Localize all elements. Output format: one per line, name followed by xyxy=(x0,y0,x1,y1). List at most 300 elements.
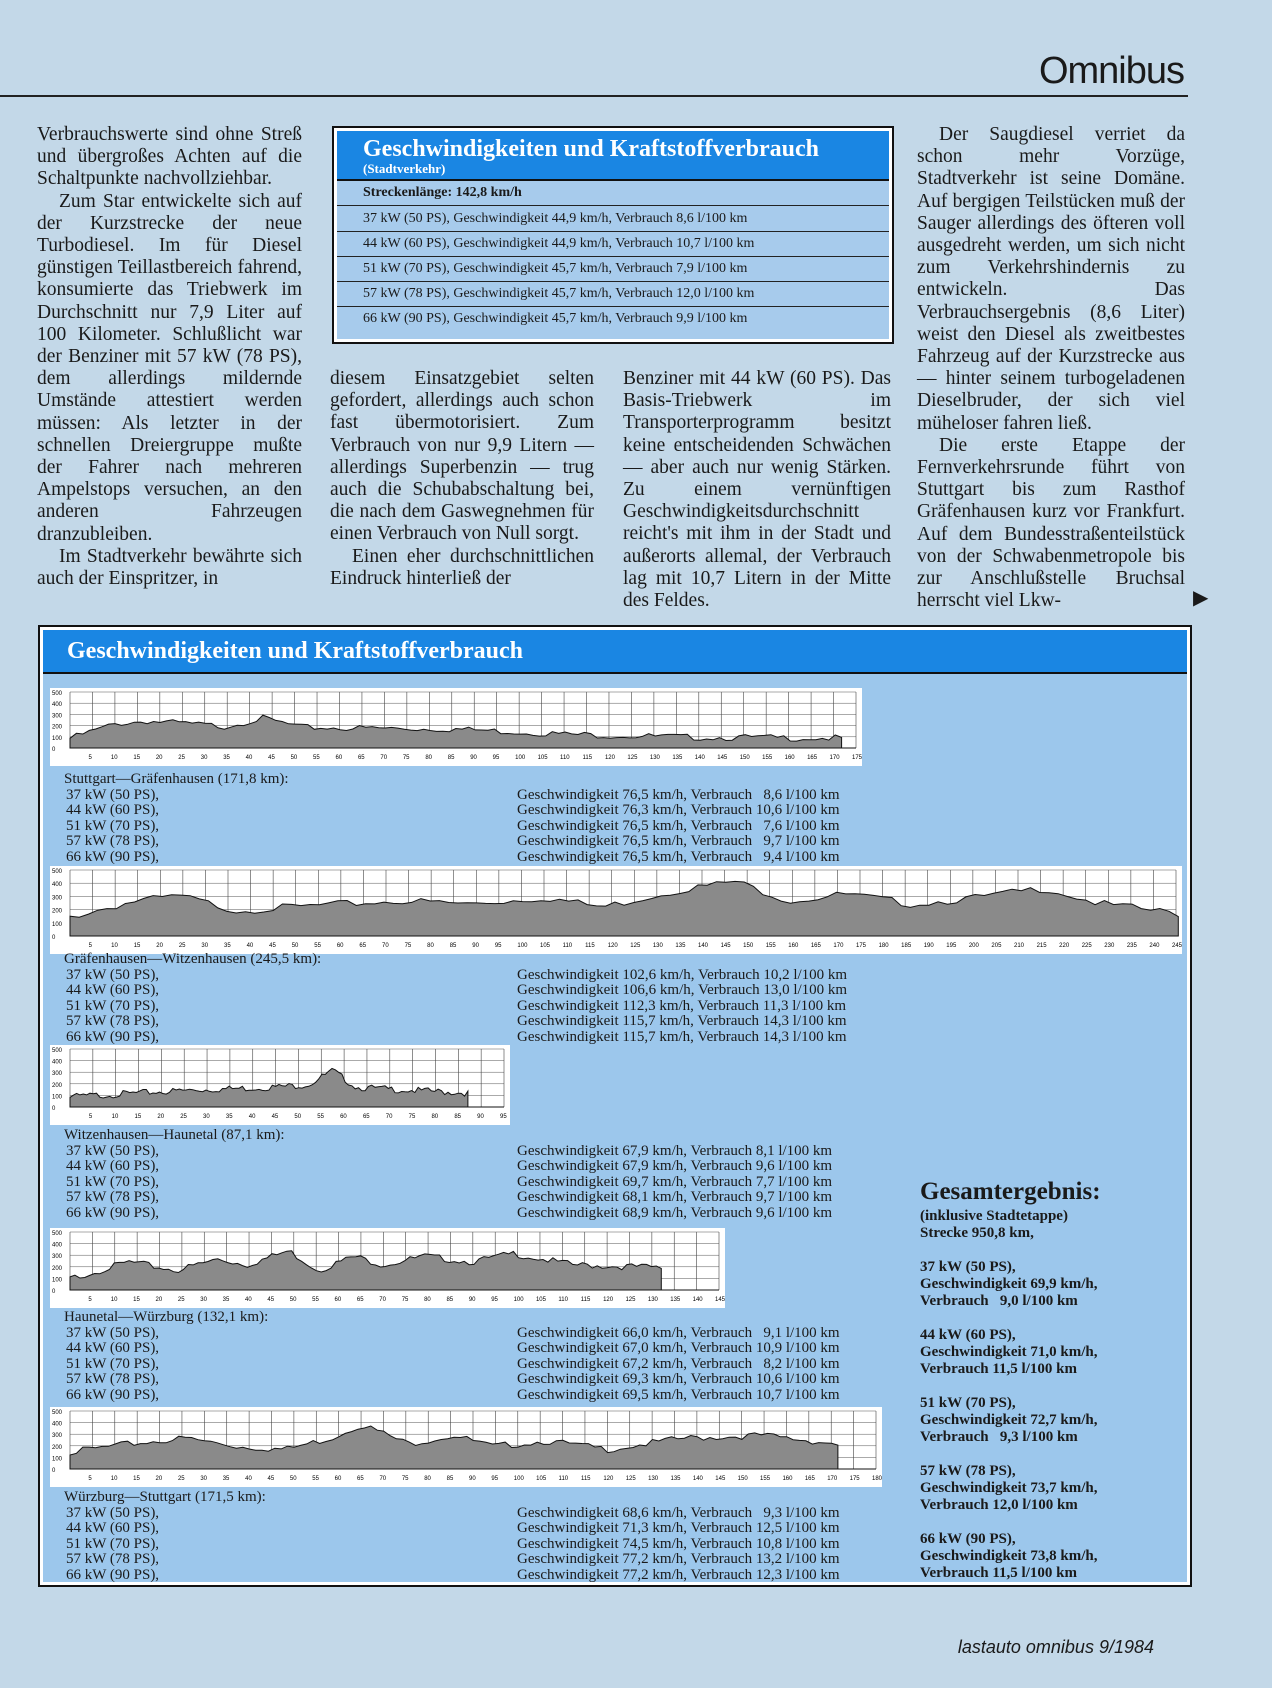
x-tick-label: 125 xyxy=(625,1297,636,1303)
engine-label: 37 kW (50 PS), xyxy=(66,1142,160,1159)
engine-result: Geschwindigkeit 76,5 km/h, Verbrauch 9,7 l/100 km xyxy=(517,833,840,850)
engine-result: Geschwindigkeit 76,5 km/h, Verbrauch 9,4 l/100 km xyxy=(517,849,840,865)
elevation-area xyxy=(70,1251,661,1290)
engine-label: 37 kW (50 PS), xyxy=(66,1324,160,1341)
paragraph: Im Stadtverkehr bewährte sich auch der Einspritzer, in xyxy=(37,545,302,590)
engine-result: Geschwindigkeit 76,5 km/h, Verbrauch 8,6 l/100 km xyxy=(517,786,840,803)
x-tick-label: 55 xyxy=(312,1297,319,1303)
x-tick-label: 100 xyxy=(513,1476,524,1482)
x-tick-label: 50 xyxy=(290,755,298,761)
x-tick-label: 45 xyxy=(267,1476,275,1482)
x-tick-label: 10 xyxy=(110,1297,118,1303)
continue-arrow-icon: ▶ xyxy=(1193,587,1209,609)
y-tick-label: 300 xyxy=(52,713,63,720)
engine-label: 44 kW (60 PS), xyxy=(66,802,160,819)
x-tick-label: 100 xyxy=(515,755,526,761)
x-tick-label: 25 xyxy=(177,1476,185,1482)
engine-label: 51 kW (70 PS), xyxy=(66,1355,160,1372)
header-rule xyxy=(0,95,1188,97)
x-tick-label: 90 xyxy=(468,1297,476,1303)
x-tick-label: 90 xyxy=(477,1114,484,1120)
table-title: Geschwindigkeiten und Kraftstoffverbrauch xyxy=(363,136,819,162)
footer-issue: lastauto omnibus 9/1984 xyxy=(957,1637,1154,1657)
x-tick-label: 40 xyxy=(248,1114,256,1120)
total-cons: Verbrauch 11,5 l/100 km xyxy=(920,1361,1077,1377)
x-tick-label: 60 xyxy=(340,1114,347,1120)
x-tick-label: 5 xyxy=(88,755,92,761)
engine-result: Geschwindigkeit 68,9 km/h, Verbrauch 9,6 l/100 km xyxy=(517,1205,833,1221)
stage-route: Witzenhausen—Haunetal (87,1 km): xyxy=(64,1127,285,1143)
x-tick-label: 55 xyxy=(312,1476,319,1482)
stage-results xyxy=(64,1128,904,1222)
table-header xyxy=(337,131,889,181)
x-tick-label: 170 xyxy=(829,755,840,761)
total-engine-block xyxy=(920,1259,1101,1310)
x-tick-label: 105 xyxy=(540,943,551,949)
y-tick-label: 400 xyxy=(52,1421,63,1428)
y-tick-label: 0 xyxy=(52,1106,56,1112)
elevation-profile xyxy=(50,1407,882,1487)
y-tick-label: 500 xyxy=(52,691,63,697)
x-tick-label: 135 xyxy=(672,755,683,761)
engine-label: 44 kW (60 PS), xyxy=(66,982,160,999)
x-tick-label: 105 xyxy=(537,755,548,761)
x-tick-label: 120 xyxy=(603,1476,614,1482)
x-tick-label: 95 xyxy=(494,943,502,949)
x-tick-label: 110 xyxy=(558,1476,569,1482)
engine-label: 44 kW (60 PS), xyxy=(66,1158,160,1175)
x-tick-label: 135 xyxy=(670,1476,681,1482)
total-cons: Verbrauch 9,3 l/100 km xyxy=(920,1429,1078,1445)
text-column-2 xyxy=(330,368,594,590)
x-tick-label: 35 xyxy=(223,755,230,761)
engine-label: 57 kW (78 PS), xyxy=(66,833,160,850)
elevation-profile xyxy=(50,1228,725,1308)
x-tick-label: 115 xyxy=(580,1297,591,1303)
x-tick-label: 10 xyxy=(111,1114,119,1120)
paragraph: Der Saugdiesel verriet da schon mehr Vorzüge, Stadtverkehr ist seine Domäne. Auf bergigen Teilstücken muß der Sauger allerdings des öfteren voll ausgedreht werden, um sich nicht zum Verkehrshindernis zu entwickeln. Das Verbrauchsergebnis (8,6 Liter) weist den Diesel als zweitbestes Fahrzeug auf der Kurzstrecke aus — hinter seinem turbogeladenen Dieselbruder, der sich viel müheloser fahren ließ. xyxy=(917,124,1185,434)
x-tick-label: 130 xyxy=(652,943,663,949)
y-tick-label: 200 xyxy=(52,1082,63,1089)
total-engine-block xyxy=(920,1531,1101,1582)
x-tick-label: 130 xyxy=(649,755,660,761)
x-tick-label: 15 xyxy=(133,1297,140,1303)
paragraph: Verbrauchswerte sind ohne Streß und übergroßes Achten auf die Schaltpunkte nachvollziehbar. xyxy=(37,124,302,190)
x-tick-label: 75 xyxy=(408,1114,416,1120)
engine-label: 37 kW (50 PS), xyxy=(66,966,160,983)
x-tick-label: 15 xyxy=(133,943,141,949)
x-tick-label: 125 xyxy=(627,755,638,761)
engine-result: Geschwindigkeit 66,0 km/h, Verbrauch 9,1 l/100 km xyxy=(517,1324,840,1341)
x-tick-label: 130 xyxy=(647,1297,658,1303)
x-tick-label: 140 xyxy=(692,1476,703,1482)
stage-route: Würzburg—Stuttgart (171,5 km): xyxy=(64,1489,266,1505)
total-distance: Strecke 950,8 km, xyxy=(920,1225,1034,1241)
stage-route: Gräfenhausen—Witzenhausen (245,5 km): xyxy=(64,951,322,967)
x-tick-label: 80 xyxy=(425,755,433,761)
x-tick-label: 205 xyxy=(991,943,1002,949)
x-tick-label: 70 xyxy=(380,755,388,761)
paragraph: Zum Star entwickelte sich auf der Kurzstrecke der neue Turbodiesel. Im für Diesel günstigen Teillastbereich fahrend, konsumierte das Triebwerk im Durchschnitt nur 7,9 Liter auf 100 Kilometer. Schlußlicht war der Benziner mit 57 kW (78 PS), dem allerdings mildernde Umstände attestiert werden müssen: Als letzter in der schnellen Dreiergruppe mußte der Fahrer nach mehreren Ampelstops versuchen, an den anderen Fahrzeugen dranzubleiben. xyxy=(37,190,302,545)
engine-label: 57 kW (78 PS), xyxy=(66,1371,160,1388)
x-tick-label: 35 xyxy=(224,943,231,949)
y-tick-label: 400 xyxy=(52,702,63,709)
route-length: Streckenlänge: 142,8 km/h xyxy=(337,181,889,206)
stage-results xyxy=(64,772,904,866)
engine-result: Geschwindigkeit 67,9 km/h, Verbrauch 8,1 l/100 km xyxy=(517,1142,833,1159)
total-engine: 51 kW (70 PS), xyxy=(920,1395,1016,1411)
total-result xyxy=(920,1178,1101,1582)
engine-label: 66 kW (90 PS), xyxy=(66,1386,160,1403)
x-tick-label: 70 xyxy=(382,943,389,949)
x-tick-label: 105 xyxy=(535,1297,546,1303)
total-engine: 37 kW (50 PS), xyxy=(920,1259,1016,1275)
panel-header xyxy=(43,630,1187,674)
x-tick-label: 115 xyxy=(582,755,593,761)
y-tick-label: 400 xyxy=(52,882,63,889)
x-tick-label: 185 xyxy=(901,943,912,949)
engine-label: 51 kW (70 PS), xyxy=(66,817,160,834)
y-tick-label: 300 xyxy=(52,1254,63,1261)
x-tick-label: 85 xyxy=(449,943,457,949)
y-tick-label: 100 xyxy=(52,921,63,928)
x-tick-label: 65 xyxy=(356,1297,364,1303)
x-tick-label: 150 xyxy=(743,943,754,949)
x-tick-label: 20 xyxy=(155,1297,163,1303)
engine-label: 37 kW (50 PS), xyxy=(66,1504,160,1521)
total-engine-block xyxy=(920,1463,1101,1514)
engine-result: Geschwindigkeit 67,9 km/h, Verbrauch 9,6 l/100 km xyxy=(517,1158,833,1175)
total-speed: Geschwindigkeit 72,7 km/h, xyxy=(920,1412,1098,1428)
x-tick-label: 40 xyxy=(245,1476,252,1482)
y-tick-label: 0 xyxy=(52,1289,56,1295)
y-tick-label: 200 xyxy=(52,724,63,731)
table-row: 37 kW (50 PS), Geschwindigkeit 44,9 km/h, Verbrauch 8,6 l/100 km xyxy=(363,211,748,226)
engine-result: Geschwindigkeit 71,3 km/h, Verbrauch 12,5 l/100 km xyxy=(517,1520,840,1537)
y-tick-label: 500 xyxy=(52,1048,63,1054)
x-tick-label: 30 xyxy=(200,1476,208,1482)
x-tick-label: 40 xyxy=(246,943,254,949)
total-speed: Geschwindigkeit 71,0 km/h, xyxy=(920,1344,1098,1360)
x-tick-label: 95 xyxy=(491,1476,499,1482)
x-tick-label: 50 xyxy=(289,1476,297,1482)
engine-label: 51 kW (70 PS), xyxy=(66,997,160,1014)
x-tick-label: 15 xyxy=(133,755,141,761)
x-tick-label: 130 xyxy=(648,1476,659,1482)
y-tick-label: 400 xyxy=(52,1059,63,1066)
y-tick-label: 100 xyxy=(52,1456,63,1463)
x-tick-label: 115 xyxy=(585,943,595,949)
y-tick-label: 500 xyxy=(52,1231,63,1237)
engine-result: Geschwindigkeit 106,6 km/h, Verbrauch 13,0 l/100 km xyxy=(517,982,848,999)
text-column-3 xyxy=(623,368,891,612)
total-engine: 57 kW (78 PS), xyxy=(920,1463,1016,1479)
x-tick-label: 25 xyxy=(177,1297,185,1303)
y-tick-label: 200 xyxy=(52,1265,63,1272)
table-row: 66 kW (90 PS), Geschwindigkeit 45,7 km/h, Verbrauch 9,9 l/100 km xyxy=(337,306,889,331)
x-tick-label: 10 xyxy=(110,755,118,761)
city-traffic-table xyxy=(332,126,894,344)
engine-label: 37 kW (50 PS), xyxy=(66,786,160,803)
engine-label: 57 kW (78 PS), xyxy=(66,1189,160,1206)
x-tick-label: 5 xyxy=(88,943,92,949)
engine-result: Geschwindigkeit 115,7 km/h, Verbrauch 14,3 l/100 km xyxy=(517,1013,847,1030)
x-tick-label: 20 xyxy=(155,1476,163,1482)
x-tick-label: 200 xyxy=(968,943,979,949)
x-tick-label: 160 xyxy=(788,943,799,949)
x-tick-label: 120 xyxy=(607,943,618,949)
x-tick-label: 175 xyxy=(852,755,862,761)
engine-label: 44 kW (60 PS), xyxy=(66,1520,160,1537)
total-speed: Geschwindigkeit 69,9 km/h, xyxy=(920,1276,1098,1292)
x-tick-label: 90 xyxy=(472,943,479,949)
x-tick-label: 150 xyxy=(739,755,750,761)
total-engine-block xyxy=(920,1395,1101,1446)
x-tick-label: 115 xyxy=(580,1476,591,1482)
x-tick-label: 125 xyxy=(630,943,641,949)
x-tick-label: 105 xyxy=(536,1476,547,1482)
x-tick-label: 120 xyxy=(603,1297,614,1303)
y-tick-label: 200 xyxy=(52,1444,63,1451)
y-tick-label: 200 xyxy=(52,908,63,915)
x-tick-label: 155 xyxy=(760,1476,771,1482)
engine-result: Geschwindigkeit 74,5 km/h, Verbrauch 10,8 l/100 km xyxy=(517,1535,840,1552)
x-tick-label: 95 xyxy=(500,1114,507,1120)
total-speed: Geschwindigkeit 73,7 km/h, xyxy=(920,1480,1098,1496)
total-note: (inklusive Stadtetappe) xyxy=(920,1208,1068,1224)
x-tick-label: 135 xyxy=(670,1297,681,1303)
total-title: Gesamtergebnis: xyxy=(920,1178,1101,1205)
x-tick-label: 65 xyxy=(357,755,365,761)
x-tick-label: 15 xyxy=(134,1114,142,1120)
x-tick-label: 50 xyxy=(291,943,299,949)
x-tick-label: 35 xyxy=(225,1114,233,1120)
x-tick-label: 155 xyxy=(765,943,776,949)
x-tick-label: 20 xyxy=(157,1114,165,1120)
x-tick-label: 30 xyxy=(200,755,208,761)
engine-label: 66 kW (90 PS), xyxy=(66,848,160,865)
x-tick-label: 80 xyxy=(427,943,434,949)
engine-result: Geschwindigkeit 77,2 km/h, Verbrauch 12,3 l/100 km xyxy=(517,1567,840,1583)
x-tick-label: 170 xyxy=(827,1476,838,1482)
x-tick-label: 140 xyxy=(692,1297,703,1303)
y-tick-label: 300 xyxy=(52,1433,63,1440)
x-tick-label: 85 xyxy=(454,1114,462,1120)
x-tick-label: 95 xyxy=(492,755,500,761)
x-tick-label: 25 xyxy=(180,1114,187,1120)
x-tick-label: 85 xyxy=(446,1297,454,1303)
elevation-profile xyxy=(50,1045,510,1125)
x-tick-label: 65 xyxy=(359,943,367,949)
x-tick-label: 100 xyxy=(517,943,528,949)
paragraph: Die erste Etappe der Fernverkehrsrunde führt von Stuttgart bis zum Rasthof Gräfenhausen kurz vor Frankfurt. Auf dem Bundesstraßenteilstück von der Schwabenmetropole bis zur Anschlußstelle Bruchsal herrscht viel Lkw- xyxy=(917,434,1185,612)
x-tick-label: 55 xyxy=(317,1114,324,1120)
x-tick-label: 60 xyxy=(334,1297,342,1303)
engine-label: 51 kW (70 PS), xyxy=(66,1173,160,1190)
total-cons: Verbrauch 12,0 l/100 km xyxy=(920,1497,1078,1513)
paragraph: diesem Einsatzgebiet selten gefordert, allerdings auch schon fast übermotorisiert. Zum Verbrauch von nur 9,9 Litern — allerdings Superbenzin — trug auch die Schubabschaltung bei, die nach dem Gaswegnehmen für einen Verbrauch von Null sorgt. xyxy=(330,368,594,545)
x-tick-label: 165 xyxy=(807,755,818,761)
y-tick-label: 100 xyxy=(52,1094,63,1101)
elevation-profile xyxy=(50,688,862,766)
x-tick-label: 10 xyxy=(110,1476,118,1482)
y-tick-label: 100 xyxy=(52,1277,63,1284)
x-tick-label: 5 xyxy=(88,1476,92,1482)
x-tick-label: 170 xyxy=(833,943,844,949)
panel-title: Geschwindigkeiten und Kraftstoffverbrauch xyxy=(67,638,523,664)
x-tick-label: 120 xyxy=(604,755,615,761)
x-tick-label: 55 xyxy=(314,943,321,949)
engine-result: Geschwindigkeit 67,0 km/h, Verbrauch 10,9 l/100 km xyxy=(517,1340,840,1357)
x-tick-label: 215 xyxy=(1036,943,1047,949)
x-tick-label: 65 xyxy=(362,1114,370,1120)
total-cons: Verbrauch 9,0 l/100 km xyxy=(920,1293,1078,1309)
x-tick-label: 75 xyxy=(402,755,410,761)
x-tick-label: 70 xyxy=(379,1476,387,1482)
stage-results xyxy=(64,1490,904,1584)
x-tick-label: 150 xyxy=(737,1476,748,1482)
x-tick-label: 75 xyxy=(404,943,412,949)
x-tick-label: 90 xyxy=(470,755,477,761)
stage-results xyxy=(64,1310,904,1404)
x-tick-label: 65 xyxy=(357,1476,364,1482)
engine-label: 66 kW (90 PS), xyxy=(66,1566,160,1583)
x-tick-label: 50 xyxy=(294,1114,302,1120)
x-tick-label: 210 xyxy=(1014,943,1025,949)
x-tick-label: 45 xyxy=(267,1297,275,1303)
total-engine: 66 kW (90 PS), xyxy=(920,1531,1016,1547)
x-tick-label: 80 xyxy=(424,1476,431,1482)
total-cons: Verbrauch 11,5 l/100 km xyxy=(920,1565,1077,1581)
table-row: 57 kW (78 PS), Geschwindigkeit 45,7 km/h, Verbrauch 12,0 l/100 km xyxy=(337,281,889,306)
x-tick-label: 110 xyxy=(562,943,573,949)
x-tick-label: 145 xyxy=(720,943,731,949)
x-tick-label: 175 xyxy=(856,943,867,949)
x-tick-label: 230 xyxy=(1104,943,1115,949)
x-tick-label: 35 xyxy=(222,1297,230,1303)
x-tick-label: 85 xyxy=(446,1476,454,1482)
engine-label: 57 kW (78 PS), xyxy=(66,1551,160,1568)
x-tick-label: 160 xyxy=(784,755,795,761)
x-tick-label: 245 xyxy=(1172,943,1182,949)
x-tick-label: 145 xyxy=(717,755,728,761)
y-tick-label: 0 xyxy=(52,747,56,753)
x-tick-label: 145 xyxy=(715,1297,725,1303)
x-tick-label: 75 xyxy=(401,1297,409,1303)
x-tick-label: 155 xyxy=(762,755,773,761)
x-tick-label: 140 xyxy=(694,755,705,761)
x-tick-label: 110 xyxy=(560,755,570,761)
x-tick-label: 100 xyxy=(513,1297,524,1303)
y-tick-label: 300 xyxy=(52,895,63,902)
engine-result: Geschwindigkeit 76,3 km/h, Verbrauch 10,6 l/100 km xyxy=(517,802,840,819)
x-tick-label: 85 xyxy=(447,755,455,761)
x-tick-label: 40 xyxy=(245,755,253,761)
x-tick-label: 30 xyxy=(201,943,209,949)
stage-results xyxy=(64,952,904,1046)
x-tick-label: 70 xyxy=(379,1297,386,1303)
x-tick-label: 160 xyxy=(782,1476,793,1482)
x-tick-label: 30 xyxy=(200,1297,207,1303)
y-tick-label: 100 xyxy=(52,735,63,742)
x-tick-label: 180 xyxy=(872,1476,882,1482)
engine-result: Geschwindigkeit 102,6 km/h, Verbrauch 10,2 l/100 km xyxy=(517,966,848,983)
engine-result: Geschwindigkeit 76,5 km/h, Verbrauch 7,6 l/100 km xyxy=(517,817,840,834)
y-tick-label: 500 xyxy=(52,869,63,875)
elevation-area xyxy=(70,1069,468,1108)
total-engine: 44 kW (60 PS), xyxy=(920,1327,1016,1343)
engine-label: 51 kW (70 PS), xyxy=(66,1535,160,1552)
engine-result: Geschwindigkeit 69,7 km/h, Verbrauch 7,7 l/100 km xyxy=(517,1173,833,1190)
x-tick-label: 80 xyxy=(424,1297,431,1303)
table-subtitle: (Stadtverkehr) xyxy=(363,161,446,176)
x-tick-label: 140 xyxy=(698,943,709,949)
y-tick-label: 300 xyxy=(52,1071,63,1078)
text-column-1 xyxy=(37,124,302,590)
x-tick-label: 35 xyxy=(222,1476,230,1482)
elevation-area xyxy=(70,881,1178,936)
total-engine-block xyxy=(920,1327,1101,1378)
x-tick-label: 60 xyxy=(335,755,343,761)
engine-result: Geschwindigkeit 69,3 km/h, Verbrauch 10,6 l/100 km xyxy=(517,1371,840,1388)
x-tick-label: 125 xyxy=(625,1476,636,1482)
table-row: 51 kW (70 PS), Geschwindigkeit 45,7 km/h, Verbrauch 7,9 l/100 km xyxy=(337,256,889,281)
x-tick-label: 25 xyxy=(178,755,185,761)
x-tick-label: 45 xyxy=(268,755,275,761)
x-tick-label: 45 xyxy=(269,943,276,949)
x-tick-label: 220 xyxy=(1059,943,1070,949)
section-title: Omnibus xyxy=(1038,50,1184,92)
stage-route: Haunetal—Würzburg (132,1 km): xyxy=(64,1309,269,1325)
x-tick-label: 5 xyxy=(88,1297,92,1303)
engine-label: 66 kW (90 PS), xyxy=(66,1204,160,1221)
total-speed: Geschwindigkeit 73,8 km/h, xyxy=(920,1548,1098,1564)
x-tick-label: 60 xyxy=(334,1476,342,1482)
elevation-profile xyxy=(50,866,1182,954)
x-tick-label: 90 xyxy=(469,1476,476,1482)
x-tick-label: 10 xyxy=(111,943,118,949)
x-tick-label: 25 xyxy=(178,943,186,949)
engine-label: 66 kW (90 PS), xyxy=(66,1028,160,1045)
engine-result: Geschwindigkeit 68,1 km/h, Verbrauch 9,7 l/100 km xyxy=(517,1189,833,1206)
x-tick-label: 175 xyxy=(849,1476,860,1482)
engine-result: Geschwindigkeit 77,2 km/h, Verbrauch 13,2 l/100 km xyxy=(517,1551,840,1568)
x-tick-label: 80 xyxy=(431,1114,439,1120)
x-tick-label: 40 xyxy=(245,1297,252,1303)
x-tick-label: 95 xyxy=(491,1297,498,1303)
text-column-4 xyxy=(917,124,1185,612)
y-tick-label: 0 xyxy=(52,1468,56,1474)
x-tick-label: 110 xyxy=(558,1297,568,1303)
engine-result: Geschwindigkeit 67,2 km/h, Verbrauch 8,2 l/100 km xyxy=(517,1355,840,1372)
elevation-area xyxy=(70,1426,838,1469)
x-tick-label: 20 xyxy=(156,943,163,949)
x-tick-label: 135 xyxy=(675,943,686,949)
engine-result: Geschwindigkeit 68,6 km/h, Verbrauch 9,3 l/100 km xyxy=(517,1504,840,1521)
x-tick-label: 165 xyxy=(804,1476,815,1482)
x-tick-label: 165 xyxy=(810,943,821,949)
x-tick-label: 225 xyxy=(1081,943,1092,949)
x-tick-label: 195 xyxy=(946,943,957,949)
engine-result: Geschwindigkeit 115,7 km/h, Verbrauch 14,3 l/100 km xyxy=(517,1029,847,1045)
y-tick-label: 500 xyxy=(52,1410,63,1416)
elevation-area xyxy=(70,715,842,748)
x-tick-label: 235 xyxy=(1126,943,1137,949)
x-tick-label: 145 xyxy=(715,1476,726,1482)
paragraph: Benziner mit 44 kW (60 PS). Das Basis-Triebwerk im Transporterprogramm besitzt keine entscheidenden Schwächen — aber auch nur wenig Stärken. Zu einem vernünftigen Geschwindigkeitsdurchschnitt reicht's mit ihm in der Stadt und außerorts allemal, der Verbrauch lag mit 10,7 Litern in der Mitte des Feldes. xyxy=(623,368,891,612)
x-tick-label: 20 xyxy=(155,755,163,761)
x-tick-label: 180 xyxy=(878,943,889,949)
